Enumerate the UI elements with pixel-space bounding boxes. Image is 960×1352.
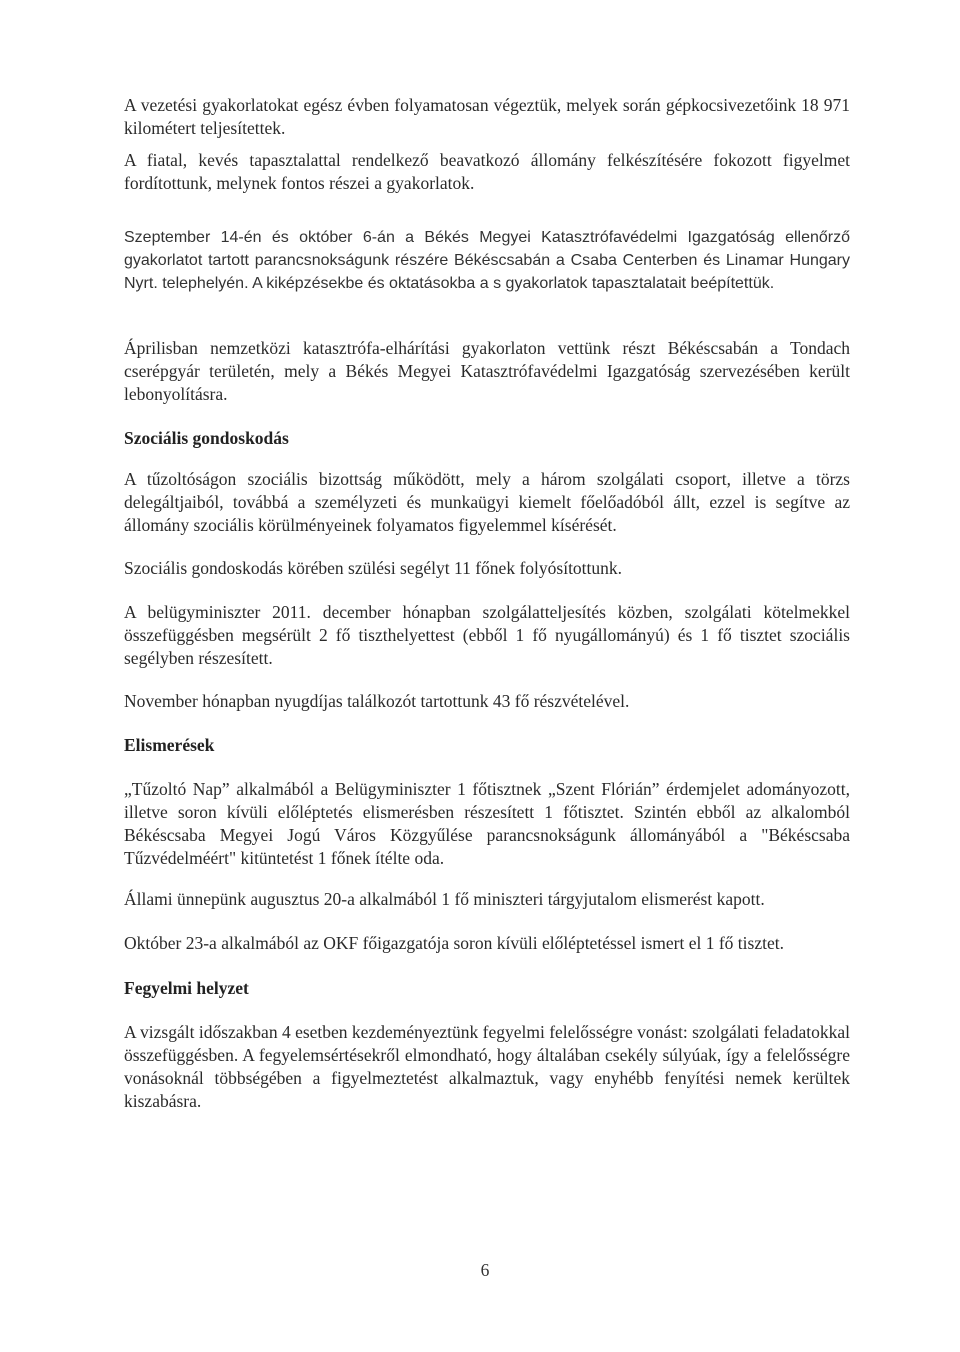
paragraph-october-23-award: Október 23-a alkalmából az OKF főigazgatója soron kívüli előléptetéssel ismert el 1 fő tisztet. (124, 933, 784, 953)
paragraph-young-staff-training: A fiatal, kevés tapasztalattal rendelkező beavatkozó állomány felkészítésére fokozott figyelmet fordítottunk, melynek fontos részei a gyakorlatok. (124, 150, 850, 193)
paragraph-retiree-meeting: November hónapban nyugdíjas találkozót tartottunk 43 fő részvételével. (124, 691, 630, 711)
heading-awards: Elismerések (124, 735, 215, 755)
paragraph-international-exercise: Áprilisban nemzetközi katasztrófa-elhárítási gyakorlaton vettünk részt Békéscsabán a Tondach cserépgyár területén, mely a Békés Megyei Katasztrófavédelmi Igazgatóság szervezésében került lebonyolításra. (124, 338, 850, 404)
paragraph-disciplinary-cases: A vizsgált időszakban 4 esetben kezdeményeztünk fegyelmi felelősségre vonást: szolgálati feladatokkal összefüggésben. A fegyelemsértésekről elmondható, hogy általában csekély súlyúak, így a felelősségre vonásoknál többségében a figyelmeztetést alkalmaztuk, vagy enyhébb fenyítési nemek kerültek kiszabásra. (124, 1022, 850, 1111)
paragraph-maternity-benefit: Szociális gondoskodás körében szülési segélyt 11 főnek folyósítottunk. (124, 558, 623, 578)
page-number: 6 (480, 1260, 490, 1280)
paragraph-driving-practice: A vezetési gyakorlatokat egész évben folyamatosan végeztük, melyek során gépkocsivezetőink 18 971 kilométert teljesítettek. (124, 95, 850, 138)
paragraph-minister-social-aid: A belügyminiszter 2011. december hónapban szolgálatteljesítés közben, szolgálati kötelmekkel összefüggésben megsérült 2 fő tiszthelyettest (ebből 1 fő nyugállományú) és 1 fő tisztet szociális segélyben részesített. (124, 602, 850, 668)
heading-social-care: Szociális gondoskodás (124, 428, 289, 448)
paragraph-social-committee: A tűzoltóságon szociális bizottság működött, mely a három szolgálati csoport, illetve a törzs delegáltjaiból, továbbá a személyzeti és munkaügyi kiemelt főelőadóból állt, ezzel is segítve az állomány szociális körülményeinek folyamatos figyelemmel kísérését. (124, 469, 850, 535)
paragraph-august-20-award: Állami ünnepünk augusztus 20-a alkalmából 1 fő miniszteri tárgyjutalom elismerést kapott. (124, 889, 765, 909)
paragraph-firefighter-day-awards: „Tűzoltó Nap” alkalmából a Belügyminiszter 1 főtisztnek „Szent Flórián” érdemjelet adományozott, illetve soron kívüli előléptetés elismerésben részesített 1 főtisztet. Szintén ebből az alkalomból Békéscsaba Megyei Jogú Város Közgyűlése parancsnokságunk állományából a "Békéscsaba Tűzvédelméért" kitüntetést 1 főnek ítélte oda. (124, 779, 850, 868)
heading-discipline: Fegyelmi helyzet (124, 978, 249, 998)
paragraph-inspection-exercise: Szeptember 14-én és október 6-án a Békés Megyei Katasztrófavédelmi Igazgatóság ellenőrző gyakorlatot tartott parancsnokságunk részére Békéscsabán a Csaba Centerben és Linamar Hungary Nyrt. telephelyén. A kiképzésekbe és oktatásokba a s gyakorlatok tapasztalatait beépítettük. (124, 229, 850, 292)
